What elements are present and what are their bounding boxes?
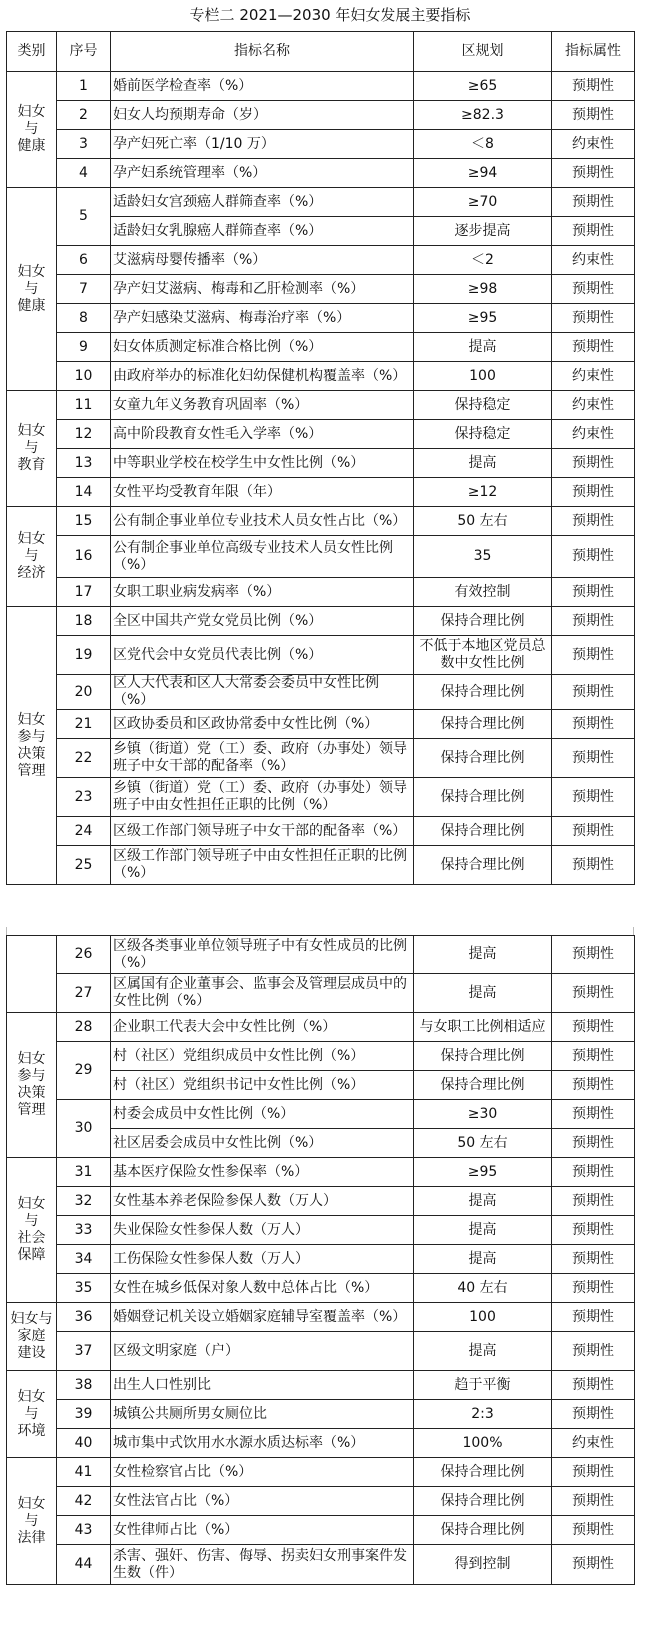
district-plan-cell: 有效控制	[414, 578, 552, 607]
indicator-table-part-1	[6, 31, 635, 885]
number-cell: 24	[57, 817, 111, 846]
district-plan-cell: 保持合理比例	[414, 1458, 552, 1487]
indicator-attribute-cell: 约束性	[552, 391, 635, 420]
district-plan-cell: 提高	[414, 449, 552, 478]
page-break-mark	[633, 927, 634, 935]
indicator-name-cell: 乡镇（街道）党（工）委、政府（办事处）领导班子中女干部的配备率（%）	[111, 739, 414, 778]
indicator-name-cell: 公有制企事业单位高级专业技术人员女性比例（%）	[111, 536, 414, 578]
table-row	[7, 1013, 635, 1042]
table-row	[7, 1545, 635, 1585]
indicator-name-cell: 婚前医学检查率（%）	[111, 72, 414, 101]
number-cell: 1	[57, 72, 111, 101]
category-cell: 妇女 参与 决策 管理	[7, 1013, 57, 1158]
indicator-attribute-cell: 约束性	[552, 130, 635, 159]
indicator-name-cell: 女性在城乡低保对象人数中总体占比（%）	[111, 1274, 414, 1303]
indicator-attribute-cell: 预期性	[552, 1042, 635, 1071]
indicator-name-cell: 城镇公共厕所男女厕位比	[111, 1400, 414, 1429]
table-row	[7, 607, 635, 636]
table-row	[7, 333, 635, 362]
table-row	[7, 1187, 635, 1216]
number-cell: 40	[57, 1429, 111, 1458]
number-cell: 26	[57, 936, 111, 974]
table-title: 专栏二 2021—2030 年妇女发展主要指标	[189, 6, 471, 24]
district-plan-cell: 保持合理比例	[414, 739, 552, 778]
number-cell: 22	[57, 739, 111, 778]
indicator-name-cell: 区属国有企业董事会、监事会及管理层成员中的女性比例（%）	[111, 974, 414, 1013]
number-cell: 39	[57, 1400, 111, 1429]
indicator-attribute-cell: 预期性	[552, 710, 635, 739]
indicator-name-cell: 区人大代表和区人大常委会委员中女性比例（%）	[111, 675, 414, 710]
category-cell	[7, 936, 57, 1013]
number-cell: 14	[57, 478, 111, 507]
number-cell: 34	[57, 1245, 111, 1274]
table-row	[7, 101, 635, 130]
indicator-attribute-cell: 预期性	[552, 778, 635, 817]
indicator-name-cell: 村（社区）党组织书记中女性比例（%）	[111, 1071, 414, 1100]
table-row	[7, 936, 635, 974]
number-cell: 27	[57, 974, 111, 1013]
table-row	[7, 675, 635, 710]
district-plan-cell: 提高	[414, 1245, 552, 1274]
number-cell: 36	[57, 1303, 111, 1332]
table-row	[7, 478, 635, 507]
indicator-attribute-cell: 预期性	[552, 1013, 635, 1042]
table-row	[7, 1245, 635, 1274]
indicator-attribute-cell: 预期性	[552, 1516, 635, 1545]
indicator-name-cell: 区政协委员和区政协常委中女性比例（%）	[111, 710, 414, 739]
category-cell: 妇女 与 经济	[7, 507, 57, 607]
district-plan-cell: 保持合理比例	[414, 846, 552, 885]
number-cell: 16	[57, 536, 111, 578]
district-plan-cell: ≥12	[414, 478, 552, 507]
indicator-name-cell: 女性检察官占比（%）	[111, 1458, 414, 1487]
indicator-attribute-cell: 预期性	[552, 275, 635, 304]
indicator-attribute-cell: 预期性	[552, 846, 635, 885]
number-cell: 11	[57, 391, 111, 420]
page-break-mark	[6, 927, 7, 935]
indicator-name-cell: 城市集中式饮用水水源水质达标率（%）	[111, 1429, 414, 1458]
number-cell: 32	[57, 1187, 111, 1216]
district-plan-cell: 50 左右	[414, 1129, 552, 1158]
table-row	[7, 391, 635, 420]
district-plan-cell: 100	[414, 1303, 552, 1332]
table-row	[7, 1516, 635, 1545]
indicator-attribute-cell: 预期性	[552, 188, 635, 217]
district-plan-cell: ＜8	[414, 130, 552, 159]
number-cell: 6	[57, 246, 111, 275]
table-row	[7, 449, 635, 478]
number-cell: 25	[57, 846, 111, 885]
district-plan-cell: 保持合理比例	[414, 1042, 552, 1071]
indicator-name-cell: 妇女体质测定标准合格比例（%）	[111, 333, 414, 362]
number-cell: 17	[57, 578, 111, 607]
header-category: 类别	[7, 32, 57, 72]
table-row	[7, 72, 635, 101]
district-plan-cell: 提高	[414, 936, 552, 974]
district-plan-cell: 100	[414, 362, 552, 391]
indicator-attribute-cell: 预期性	[552, 636, 635, 675]
table-row	[7, 304, 635, 333]
district-plan-cell: ≥95	[414, 304, 552, 333]
indicator-name-cell: 区党代会中女党员代表比例（%）	[111, 636, 414, 675]
indicator-name-cell: 适龄妇女乳腺癌人群筛查率（%）	[111, 217, 414, 246]
district-plan-cell: 保持合理比例	[414, 1516, 552, 1545]
district-plan-cell: 保持合理比例	[414, 778, 552, 817]
number-cell: 10	[57, 362, 111, 391]
indicator-name-cell: 婚姻登记机关设立婚姻家庭辅导室覆盖率（%）	[111, 1303, 414, 1332]
table-row	[7, 507, 635, 536]
number-cell: 7	[57, 275, 111, 304]
indicator-name-cell: 失业保险女性参保人数（万人）	[111, 1216, 414, 1245]
table-row	[7, 1429, 635, 1458]
indicator-attribute-cell: 约束性	[552, 420, 635, 449]
header-number: 序号	[57, 32, 111, 72]
indicator-name-cell: 杀害、强奸、伤害、侮辱、拐卖妇女刑事案件发生数（件）	[111, 1545, 414, 1585]
indicator-attribute-cell: 预期性	[552, 101, 635, 130]
district-plan-cell: ＜2	[414, 246, 552, 275]
number-cell: 31	[57, 1158, 111, 1187]
number-cell: 12	[57, 420, 111, 449]
table-row	[7, 710, 635, 739]
indicator-name-cell: 区级工作部门领导班子中女干部的配备率（%）	[111, 817, 414, 846]
district-plan-cell: ≥65	[414, 72, 552, 101]
district-plan-cell: 保持稳定	[414, 420, 552, 449]
header-indicator-attribute: 指标属性	[552, 32, 635, 72]
district-plan-cell: 保持合理比例	[414, 1487, 552, 1516]
district-plan-cell: 35	[414, 536, 552, 578]
indicator-attribute-cell: 预期性	[552, 1332, 635, 1371]
table-row	[7, 130, 635, 159]
indicator-name-cell: 基本医疗保险女性参保率（%）	[111, 1158, 414, 1187]
number-cell: 18	[57, 607, 111, 636]
number-cell: 3	[57, 130, 111, 159]
indicator-name-cell: 女童九年义务教育巩固率（%）	[111, 391, 414, 420]
table-row	[7, 778, 635, 817]
table-row	[7, 362, 635, 391]
table-row	[7, 1332, 635, 1371]
indicator-name-cell: 女性法官占比（%）	[111, 1487, 414, 1516]
table-row	[7, 1216, 635, 1245]
indicator-attribute-cell: 预期性	[552, 578, 635, 607]
table-row	[7, 275, 635, 304]
indicator-attribute-cell: 预期性	[552, 507, 635, 536]
indicator-name-cell: 区级各类事业单位领导班子中有女性成员的比例（%）	[111, 936, 414, 974]
category-cell: 妇女与 家庭 建设	[7, 1303, 57, 1371]
number-cell: 5	[57, 188, 111, 246]
district-plan-cell: 保持稳定	[414, 391, 552, 420]
indicator-attribute-cell: 预期性	[552, 536, 635, 578]
indicator-attribute-cell: 预期性	[552, 72, 635, 101]
category-cell: 妇女 与 健康	[7, 72, 57, 188]
table-row	[7, 1100, 635, 1129]
district-plan-cell: 保持合理比例	[414, 675, 552, 710]
indicator-attribute-cell: 预期性	[552, 304, 635, 333]
indicator-attribute-cell: 预期性	[552, 1100, 635, 1129]
indicator-attribute-cell: 预期性	[552, 1245, 635, 1274]
indicator-table-part-2	[6, 935, 635, 1585]
district-plan-cell: 提高	[414, 974, 552, 1013]
indicator-attribute-cell: 预期性	[552, 1371, 635, 1400]
district-plan-cell: 保持合理比例	[414, 607, 552, 636]
number-cell: 38	[57, 1371, 111, 1400]
indicator-attribute-cell: 预期性	[552, 478, 635, 507]
number-cell: 8	[57, 304, 111, 333]
indicator-name-cell: 社区居委会成员中女性比例（%）	[111, 1129, 414, 1158]
district-plan-cell: 提高	[414, 1332, 552, 1371]
district-plan-cell: 提高	[414, 1216, 552, 1245]
number-cell: 30	[57, 1100, 111, 1158]
indicator-attribute-cell: 预期性	[552, 1071, 635, 1100]
indicator-attribute-cell: 预期性	[552, 1274, 635, 1303]
category-cell: 妇女 与 教育	[7, 391, 57, 507]
district-plan-cell: ≥98	[414, 275, 552, 304]
district-plan-cell: ≥94	[414, 159, 552, 188]
district-plan-cell: 40 左右	[414, 1274, 552, 1303]
indicator-attribute-cell: 预期性	[552, 1158, 635, 1187]
table-row	[7, 1158, 635, 1187]
table-row	[7, 246, 635, 275]
number-cell: 42	[57, 1487, 111, 1516]
number-cell: 9	[57, 333, 111, 362]
category-cell: 妇女 与 环境	[7, 1371, 57, 1458]
indicator-attribute-cell: 预期性	[552, 217, 635, 246]
number-cell: 33	[57, 1216, 111, 1245]
category-cell: 妇女 与 法律	[7, 1458, 57, 1585]
indicator-attribute-cell: 预期性	[552, 1187, 635, 1216]
indicator-name-cell: 出生人口性别比	[111, 1371, 414, 1400]
table-row	[7, 1303, 635, 1332]
number-cell: 2	[57, 101, 111, 130]
indicator-name-cell: 村委会成员中女性比例（%）	[111, 1100, 414, 1129]
table-row	[7, 1458, 635, 1487]
indicator-name-cell: 孕产妇系统管理率（%）	[111, 159, 414, 188]
district-plan-cell: 逐步提高	[414, 217, 552, 246]
table-row	[7, 420, 635, 449]
number-cell: 35	[57, 1274, 111, 1303]
indicator-name-cell: 区级工作部门领导班子中由女性担任正职的比例（%）	[111, 846, 414, 885]
indicator-attribute-cell: 预期性	[552, 333, 635, 362]
district-plan-cell: 保持合理比例	[414, 1071, 552, 1100]
indicator-name-cell: 女职工职业病发病率（%）	[111, 578, 414, 607]
indicator-attribute-cell: 预期性	[552, 1400, 635, 1429]
table-row	[7, 739, 635, 778]
table-row	[7, 1274, 635, 1303]
table-row	[7, 636, 635, 675]
table-row	[7, 536, 635, 578]
indicator-name-cell: 全区中国共产党女党员比例（%）	[111, 607, 414, 636]
district-plan-cell: 50 左右	[414, 507, 552, 536]
indicator-attribute-cell: 预期性	[552, 675, 635, 710]
indicator-attribute-cell: 预期性	[552, 1216, 635, 1245]
number-cell: 44	[57, 1545, 111, 1585]
district-plan-cell: 保持合理比例	[414, 817, 552, 846]
number-cell: 4	[57, 159, 111, 188]
number-cell: 37	[57, 1332, 111, 1371]
number-cell: 28	[57, 1013, 111, 1042]
indicator-attribute-cell: 预期性	[552, 974, 635, 1013]
category-cell: 妇女 与 社会 保障	[7, 1158, 57, 1303]
district-plan-cell: ≥82.3	[414, 101, 552, 130]
indicator-name-cell: 高中阶段教育女性毛入学率（%）	[111, 420, 414, 449]
district-plan-cell: ≥70	[414, 188, 552, 217]
table-row	[7, 159, 635, 188]
indicator-name-cell: 女性基本养老保险参保人数（万人）	[111, 1187, 414, 1216]
district-plan-cell: ≥95	[414, 1158, 552, 1187]
indicator-name-cell: 公有制企事业单位专业技术人员女性占比（%）	[111, 507, 414, 536]
indicator-attribute-cell: 预期性	[552, 936, 635, 974]
number-cell: 23	[57, 778, 111, 817]
indicator-attribute-cell: 约束性	[552, 1429, 635, 1458]
category-cell: 妇女 与 健康	[7, 188, 57, 391]
header-district-plan: 区规划	[414, 32, 552, 72]
indicator-name-cell: 企业职工代表大会中女性比例（%）	[111, 1013, 414, 1042]
table-row	[7, 1371, 635, 1400]
category-cell: 妇女 参与 决策 管理	[7, 607, 57, 885]
table-row	[7, 578, 635, 607]
number-cell: 20	[57, 675, 111, 710]
indicator-name-cell: 中等职业学校在校学生中女性比例（%）	[111, 449, 414, 478]
district-plan-cell: 保持合理比例	[414, 710, 552, 739]
district-plan-cell: ≥30	[414, 1100, 552, 1129]
number-cell: 13	[57, 449, 111, 478]
indicator-attribute-cell: 预期性	[552, 607, 635, 636]
indicator-attribute-cell: 预期性	[552, 159, 635, 188]
table-row	[7, 188, 635, 217]
indicator-name-cell: 妇女人均预期寿命（岁）	[111, 101, 414, 130]
page-break	[0, 927, 660, 935]
indicator-attribute-cell: 预期性	[552, 817, 635, 846]
table-row	[7, 974, 635, 1013]
district-plan-cell: 100%	[414, 1429, 552, 1458]
indicator-name-cell: 工伤保险女性参保人数（万人）	[111, 1245, 414, 1274]
indicator-attribute-cell: 约束性	[552, 246, 635, 275]
indicator-name-cell: 孕产妇死亡率（1/10 万）	[111, 130, 414, 159]
indicator-name-cell: 孕产妇艾滋病、梅毒和乙肝检测率（%）	[111, 275, 414, 304]
indicator-attribute-cell: 约束性	[552, 362, 635, 391]
number-cell: 43	[57, 1516, 111, 1545]
district-plan-cell: 趋于平衡	[414, 1371, 552, 1400]
district-plan-cell: 得到控制	[414, 1545, 552, 1585]
district-plan-cell: 2:3	[414, 1400, 552, 1429]
indicator-attribute-cell: 预期性	[552, 739, 635, 778]
table-header-row	[7, 32, 635, 72]
indicator-attribute-cell: 预期性	[552, 1487, 635, 1516]
table-row	[7, 1400, 635, 1429]
number-cell: 15	[57, 507, 111, 536]
indicator-attribute-cell: 预期性	[552, 1129, 635, 1158]
indicator-name-cell: 区级文明家庭（户）	[111, 1332, 414, 1371]
table-row	[7, 1042, 635, 1071]
indicator-attribute-cell: 预期性	[552, 1545, 635, 1585]
header-indicator-name: 指标名称	[111, 32, 414, 72]
number-cell: 41	[57, 1458, 111, 1487]
district-plan-cell: 提高	[414, 333, 552, 362]
indicator-attribute-cell: 预期性	[552, 1458, 635, 1487]
table-row	[7, 846, 635, 885]
indicator-attribute-cell: 预期性	[552, 449, 635, 478]
district-plan-cell: 不低于本地区党员总数中女性比例	[414, 636, 552, 675]
indicator-name-cell: 孕产妇感染艾滋病、梅毒治疗率（%）	[111, 304, 414, 333]
district-plan-cell: 提高	[414, 1187, 552, 1216]
indicator-name-cell: 适龄妇女宫颈癌人群筛查率（%）	[111, 188, 414, 217]
indicator-name-cell: 女性律师占比（%）	[111, 1516, 414, 1545]
number-cell: 21	[57, 710, 111, 739]
table-row	[7, 1487, 635, 1516]
indicator-name-cell: 由政府举办的标准化妇幼保健机构覆盖率（%）	[111, 362, 414, 391]
table-row	[7, 817, 635, 846]
indicator-attribute-cell: 预期性	[552, 1303, 635, 1332]
indicator-name-cell: 女性平均受教育年限（年）	[111, 478, 414, 507]
indicator-name-cell: 村（社区）党组织成员中女性比例（%）	[111, 1042, 414, 1071]
number-cell: 29	[57, 1042, 111, 1100]
indicator-name-cell: 乡镇（街道）党（工）委、政府（办事处）领导班子中由女性担任正职的比例（%）	[111, 778, 414, 817]
number-cell: 19	[57, 636, 111, 675]
district-plan-cell: 与女职工比例相适应	[414, 1013, 552, 1042]
indicator-name-cell: 艾滋病母婴传播率（%）	[111, 246, 414, 275]
